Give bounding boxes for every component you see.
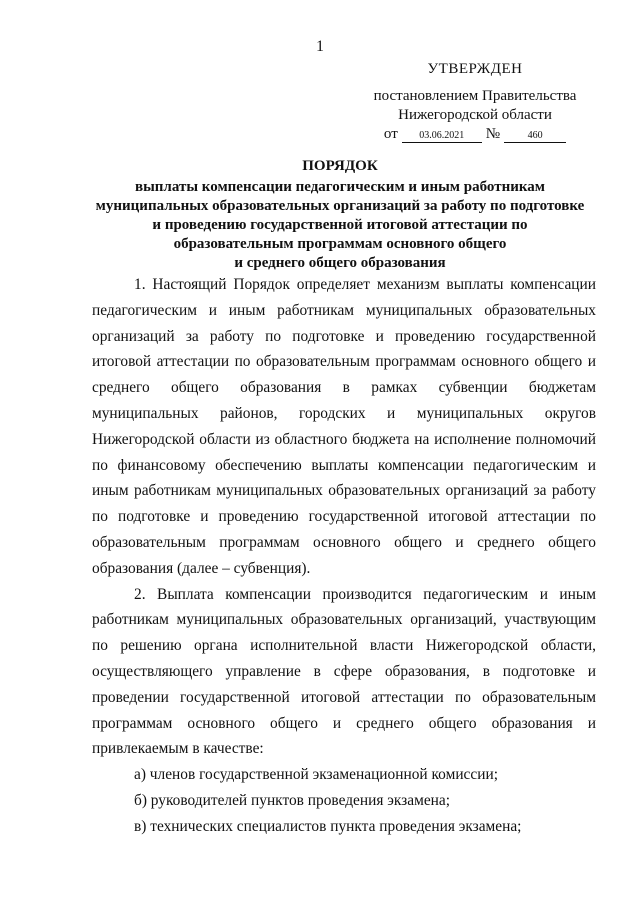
approval-stamp	[350, 60, 600, 144]
title-line: выплаты компенсации педагогическим и иным работникам	[134, 179, 546, 195]
list-item: в) технических специалистов пункта проведения экзамена;	[134, 817, 522, 835]
approval-number: 460	[504, 130, 566, 143]
approval-date: 03.06.2021	[402, 130, 482, 143]
title-line: и проведению государственной итоговой аттестации по	[152, 217, 528, 233]
approval-date-line	[350, 125, 600, 144]
paragraph-2: 2. Выплата компенсации производится педагогическим и иным работникам муниципальных образовательных организаций, участвующим по решению органа исполнительной власти Нижегородской области, осуществляющего управление в сфере образования, в подготовке и проведении государственной итоговой аттестации по образовательным программам основного общего и среднего общего образования и привлекаемым в качестве:	[92, 585, 596, 758]
title-main: ПОРЯДОК	[302, 158, 378, 174]
paragraph-1: 1. Настоящий Порядок определяет механизм выплаты компенсации педагогическим и иным работникам муниципальных образовательных организаций за работу по подготовке и проведению государственной итоговой аттестации по образовательным программам основного общего и среднего общего образования в рамках субвенции бюджетам муниципальных районов, городских и муниципальных округов Нижегородской области из областного бюджета на исполнение полномочий по финансовому обеспечению выплаты компенсации педагогическим и иным работникам муниципальных образовательных организаций за работу по подготовке и проведению государственной итоговой аттестации по образовательным программам основного общего и среднего общего образования (далее – субвенция).	[92, 276, 596, 577]
approved-heading: УТВЕРЖДЕН	[427, 61, 523, 77]
title-line: образовательным программам основного общего	[173, 236, 507, 252]
document-body	[92, 272, 596, 840]
from-label: от	[383, 126, 398, 142]
approval-line-1: постановлением Правительства	[373, 88, 577, 104]
title-line: и среднего общего образования	[234, 255, 446, 271]
list-item: б) руководителей пунктов проведения экзамена;	[134, 791, 450, 809]
document-title	[60, 157, 620, 273]
page-number: 1	[316, 38, 324, 55]
title-line: муниципальных образовательных организаций за работу по подготовке	[95, 198, 585, 214]
list-item: а) членов государственной экзаменационной комиссии;	[134, 766, 498, 784]
number-sign: №	[485, 126, 501, 142]
approval-line-2: Нижегородской области	[398, 107, 552, 123]
